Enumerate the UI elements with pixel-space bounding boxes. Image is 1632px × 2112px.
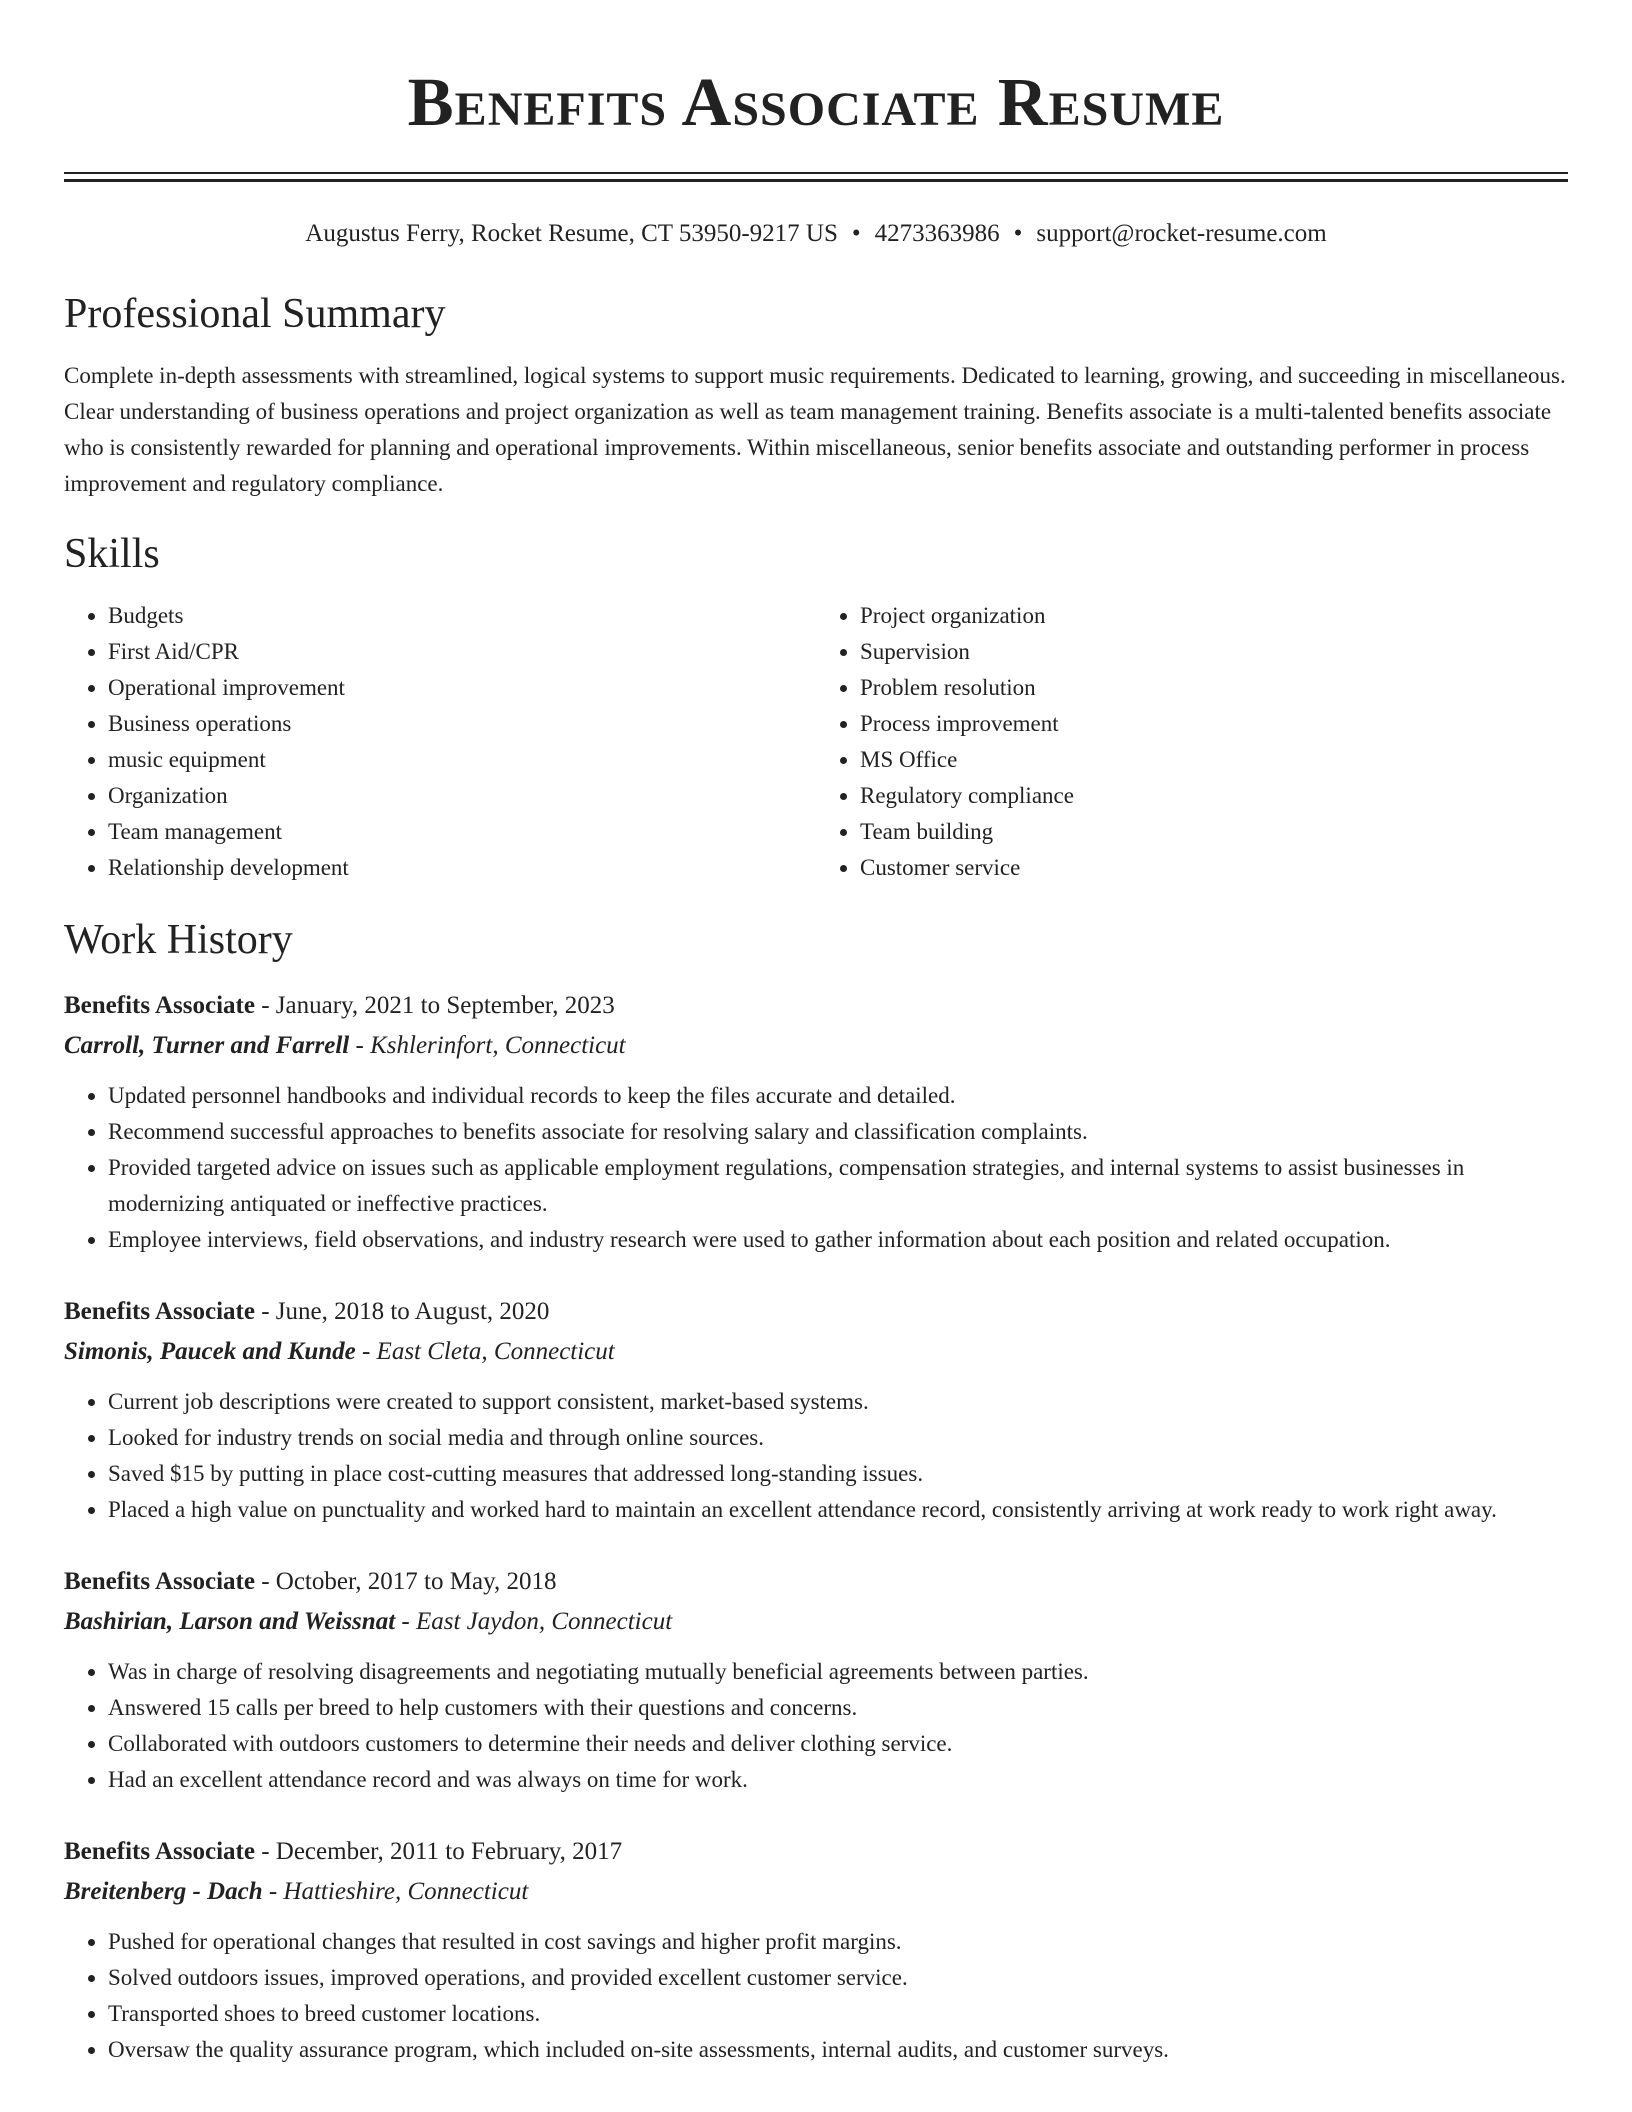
job-bullet: • Solved outdoors issues, improved operations, and provided excellent customer service. xyxy=(108,1960,1568,1996)
job-bullet: • Answered 15 calls per breed to help customers with their questions and concerns. xyxy=(108,1690,1568,1726)
resume-title: Benefits Associate Resume xyxy=(407,64,1225,140)
company-line xyxy=(64,1602,1568,1642)
summary-heading: Professional Summary xyxy=(64,291,446,337)
job-bullet: • Recommend successful approaches to benefits associate for resolving salary and classification complaints. xyxy=(108,1114,1568,1150)
job-bullet: • Collaborated with outdoors customers to determine their needs and deliver clothing service. xyxy=(108,1726,1568,1762)
skill-item: • Business operations xyxy=(108,706,816,742)
skill-item: • Problem resolution xyxy=(860,670,1568,706)
job-entry xyxy=(64,1292,1568,1528)
summary-text: Complete in-depth assessments with streamlined, logical systems to support music requirements. Dedicated to learning, growing, and succeeding in miscellaneous. Clear understanding of business operations and project organization as well as team management training. Benefits associate is a multi-talented benefits associate who is consistently rewarded for planning and operational improvements. Within miscellaneous, senior benefits associate and outstanding performer in process improvement and regulatory compliance. xyxy=(64,363,1566,496)
company-location: - East Cleta, Connecticut xyxy=(355,1338,615,1365)
job-title: Benefits Associate xyxy=(64,1298,255,1325)
job-entry xyxy=(64,1562,1568,1798)
job-dates: - October, 2017 to May, 2018 xyxy=(254,1568,557,1595)
title-divider xyxy=(64,172,1568,182)
skills-list-right xyxy=(816,598,1568,886)
company-name: Carroll, Turner and Farrell xyxy=(64,1032,350,1059)
job-bullet: • Placed a high value on punctuality and worked hard to maintain an excellent attendance record, consistently arriving at work ready to work right away. xyxy=(108,1492,1568,1528)
job-title: Benefits Associate xyxy=(64,1568,255,1595)
skills-list-left xyxy=(64,598,816,886)
job-bullet: • Updated personnel handbooks and individual records to keep the files accurate and detailed. xyxy=(108,1078,1568,1114)
job-bullets xyxy=(64,1924,1568,2068)
company-line xyxy=(64,1332,1568,1372)
company-location: - Hattieshire, Connecticut xyxy=(262,1878,529,1905)
job-title: Benefits Associate xyxy=(64,992,255,1019)
company-location: - East Jaydon, Connecticut xyxy=(395,1608,673,1635)
job-dates: - December, 2011 to February, 2017 xyxy=(254,1838,623,1865)
skill-item: • Supervision xyxy=(860,634,1568,670)
skill-item: • Budgets xyxy=(108,598,816,634)
skill-item: • Team building xyxy=(860,814,1568,850)
contact-separator: • xyxy=(851,220,861,247)
skill-item: • Customer service xyxy=(860,850,1568,886)
company-name: Bashirian, Larson and Weissnat xyxy=(64,1608,396,1635)
work-history-heading: Work History xyxy=(64,917,293,963)
company-line xyxy=(64,1872,1568,1912)
job-bullets xyxy=(64,1078,1568,1258)
job-bullet: • Current job descriptions were created to support consistent, market-based systems. xyxy=(108,1384,1568,1420)
skill-item: • Project organization xyxy=(860,598,1568,634)
job-title-line xyxy=(64,1292,1568,1332)
job-title: Benefits Associate xyxy=(64,1838,255,1865)
skill-item: • Regulatory compliance xyxy=(860,778,1568,814)
skill-item: • Process improvement xyxy=(860,706,1568,742)
contact-phone: 4273363986 xyxy=(874,220,1000,247)
job-bullet: • Saved $15 by putting in place cost-cutting measures that addressed long-standing issues. xyxy=(108,1456,1568,1492)
job-bullet: • Had an excellent attendance record and was always on time for work. xyxy=(108,1762,1568,1798)
job-bullet: • Oversaw the quality assurance program, which included on-site assessments, internal audits, and customer surveys. xyxy=(108,2032,1568,2068)
job-bullet: • Looked for industry trends on social media and through online sources. xyxy=(108,1420,1568,1456)
company-location: - Kshlerinfort, Connecticut xyxy=(349,1032,626,1059)
job-dates: - June, 2018 to August, 2020 xyxy=(254,1298,550,1325)
skill-item: • Relationship development xyxy=(108,850,816,886)
job-bullet: • Pushed for operational changes that resulted in cost savings and higher profit margins. xyxy=(108,1924,1568,1960)
skill-item: • Operational improvement xyxy=(108,670,816,706)
job-bullet: • Provided targeted advice on issues such as applicable employment regulations, compensation strategies, and internal systems to assist businesses in modernizing antiquated or ineffective practices. xyxy=(108,1150,1568,1222)
skill-item: • Team management xyxy=(108,814,816,850)
job-dates: - January, 2021 to September, 2023 xyxy=(254,992,615,1019)
skills-heading: Skills xyxy=(64,531,160,577)
skills-columns xyxy=(64,598,1568,886)
skill-item: • First Aid/CPR xyxy=(108,634,816,670)
skill-item: • music equipment xyxy=(108,742,816,778)
job-entry xyxy=(64,1832,1568,2068)
skill-item: • MS Office xyxy=(860,742,1568,778)
job-title-line xyxy=(64,986,1568,1026)
company-name: Simonis, Paucek and Kunde xyxy=(64,1338,356,1365)
job-bullets xyxy=(64,1384,1568,1528)
contact-email[interactable]: support@rocket-resume.com xyxy=(1036,220,1327,247)
job-title-line xyxy=(64,1562,1568,1602)
job-bullets xyxy=(64,1654,1568,1798)
contact-separator: • xyxy=(1013,220,1023,247)
job-bullet: • Was in charge of resolving disagreements and negotiating mutually beneficial agreements between parties. xyxy=(108,1654,1568,1690)
company-name: Breitenberg - Dach xyxy=(64,1878,263,1905)
contact-address: Augustus Ferry, Rocket Resume, CT 53950-9217 US xyxy=(305,220,838,247)
job-bullet: • Employee interviews, field observations, and industry research were used to gather information about each position and related occupation. xyxy=(108,1222,1568,1258)
job-title-line xyxy=(64,1832,1568,1872)
contact-line xyxy=(64,218,1568,250)
company-line xyxy=(64,1026,1568,1066)
job-entry xyxy=(64,986,1568,1258)
skill-item: • Organization xyxy=(108,778,816,814)
job-bullet: • Transported shoes to breed customer locations. xyxy=(108,1996,1568,2032)
